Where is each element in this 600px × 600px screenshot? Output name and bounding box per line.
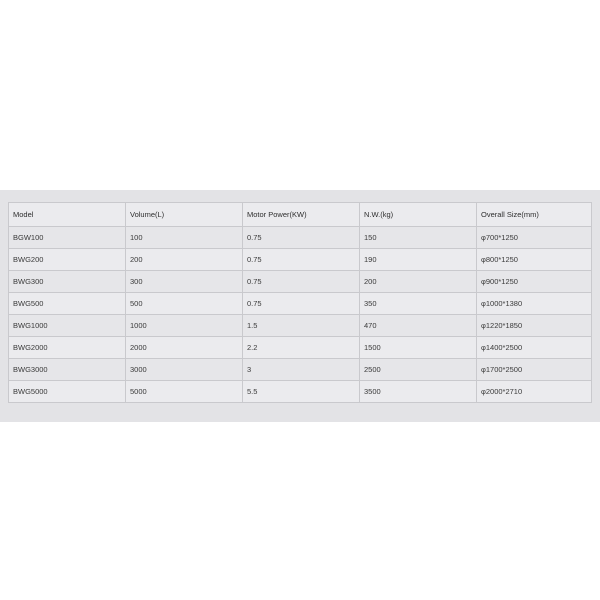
cell-motor-power: 0.75 xyxy=(243,271,360,293)
cell-overall-size: φ1700*2500 xyxy=(477,359,592,381)
cell-volume: 200 xyxy=(126,249,243,271)
cell-motor-power: 0.75 xyxy=(243,249,360,271)
cell-volume: 5000 xyxy=(126,381,243,403)
header-net-weight: N.W.(kg) xyxy=(360,203,477,227)
table-row xyxy=(9,359,592,381)
table-row xyxy=(9,315,592,337)
cell-model: BWG200 xyxy=(9,249,126,271)
cell-model: BWG500 xyxy=(9,293,126,315)
cell-net-weight: 1500 xyxy=(360,337,477,359)
cell-overall-size: φ700*1250 xyxy=(477,227,592,249)
header-motor-power: Motor Power(KW) xyxy=(243,203,360,227)
cell-motor-power: 1.5 xyxy=(243,315,360,337)
specification-table xyxy=(8,202,592,403)
cell-model: BWG300 xyxy=(9,271,126,293)
cell-model: BGW100 xyxy=(9,227,126,249)
cell-model: BWG5000 xyxy=(9,381,126,403)
cell-motor-power: 0.75 xyxy=(243,227,360,249)
cell-overall-size: φ1220*1850 xyxy=(477,315,592,337)
table-row xyxy=(9,227,592,249)
cell-volume: 2000 xyxy=(126,337,243,359)
cell-volume: 3000 xyxy=(126,359,243,381)
cell-net-weight: 190 xyxy=(360,249,477,271)
cell-motor-power: 5.5 xyxy=(243,381,360,403)
table-row xyxy=(9,293,592,315)
cell-volume: 500 xyxy=(126,293,243,315)
cell-overall-size: φ1400*2500 xyxy=(477,337,592,359)
table-header-row xyxy=(9,203,592,227)
cell-net-weight: 2500 xyxy=(360,359,477,381)
cell-overall-size: φ900*1250 xyxy=(477,271,592,293)
table-row xyxy=(9,249,592,271)
cell-net-weight: 350 xyxy=(360,293,477,315)
table-row xyxy=(9,381,592,403)
cell-net-weight: 150 xyxy=(360,227,477,249)
cell-model: BWG3000 xyxy=(9,359,126,381)
cell-motor-power: 2.2 xyxy=(243,337,360,359)
cell-overall-size: φ800*1250 xyxy=(477,249,592,271)
cell-overall-size: φ2000*2710 xyxy=(477,381,592,403)
table-row xyxy=(9,337,592,359)
cell-net-weight: 3500 xyxy=(360,381,477,403)
cell-net-weight: 200 xyxy=(360,271,477,293)
cell-volume: 300 xyxy=(126,271,243,293)
table-row xyxy=(9,271,592,293)
header-model: Model xyxy=(9,203,126,227)
header-volume: Volume(L) xyxy=(126,203,243,227)
cell-model: BWG1000 xyxy=(9,315,126,337)
cell-motor-power: 0.75 xyxy=(243,293,360,315)
cell-overall-size: φ1000*1380 xyxy=(477,293,592,315)
cell-model: BWG2000 xyxy=(9,337,126,359)
header-overall-size: Overall Size(mm) xyxy=(477,203,592,227)
cell-volume: 1000 xyxy=(126,315,243,337)
cell-motor-power: 3 xyxy=(243,359,360,381)
cell-volume: 100 xyxy=(126,227,243,249)
cell-net-weight: 470 xyxy=(360,315,477,337)
